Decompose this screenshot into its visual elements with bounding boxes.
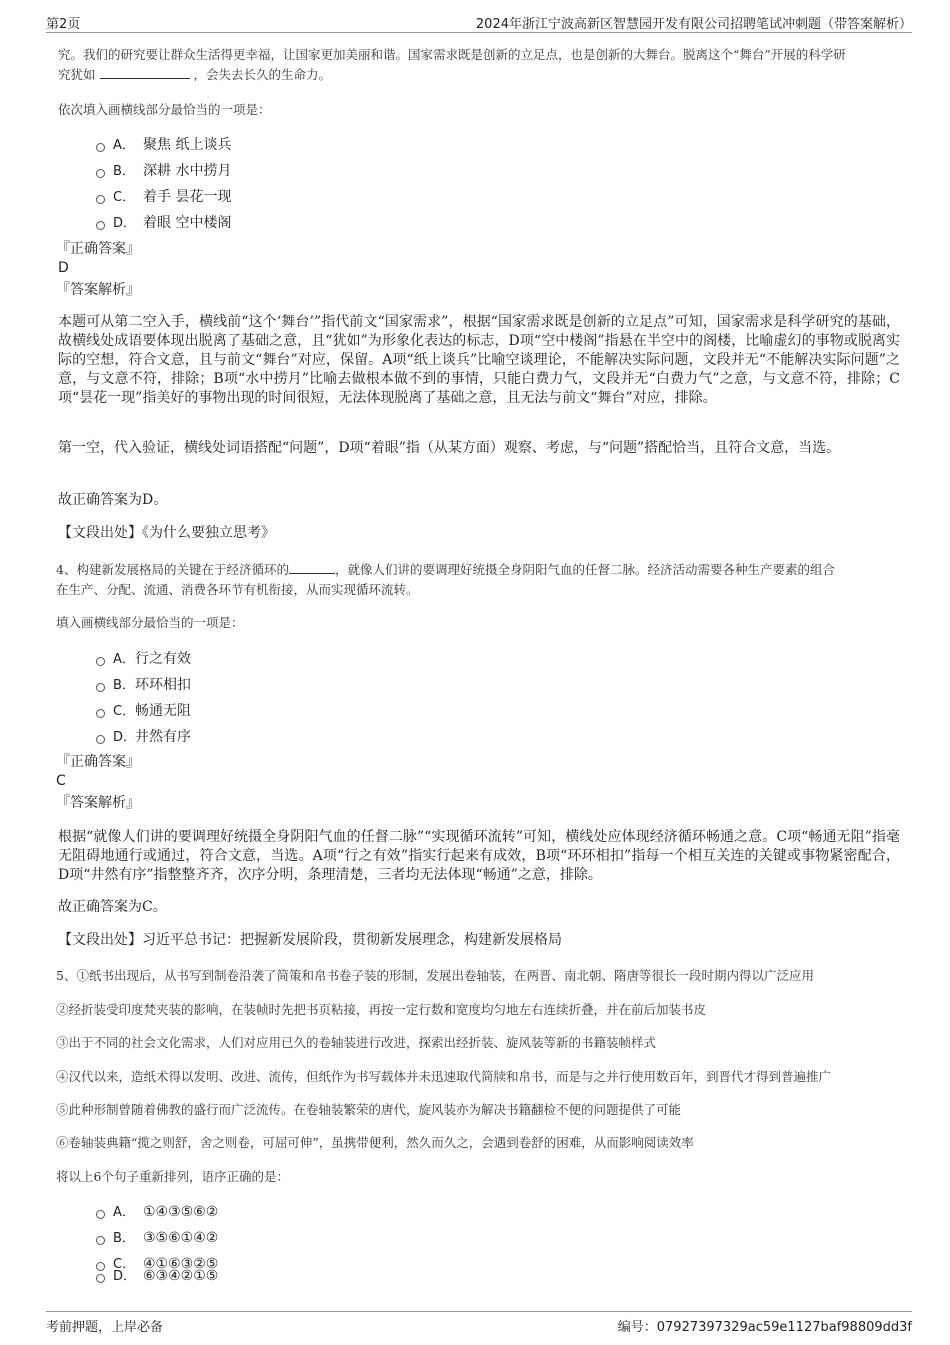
- q3-text-line1: 究。我们的研究要让群众生活得更幸福，让国家更加美丽和谐。国家需求既是创新的立足点，也是创新的大舞台。脱离这个“舞台”开展的科学研: [58, 47, 846, 62]
- q5-prompt: 将以上6个句子重新排列，语序正确的是：: [56, 1169, 289, 1184]
- radio-icon[interactable]: [96, 195, 105, 204]
- q3-blank: [100, 66, 190, 79]
- radio-icon[interactable]: [96, 1236, 105, 1245]
- q3-conclusion: 故正确答案为D。: [58, 492, 168, 508]
- q4-text-line1: 4、构建新发展格局的关键在于经济循环的 ，就像人们讲的要调理好统摄全身阴阳气血的任督二脉。经济活动需要各种生产要素的组合: [56, 562, 835, 577]
- page-header: [46, 10, 912, 33]
- document-code: 编号：07927397329ac59e1127baf98809dd3f: [617, 1320, 912, 1335]
- q3-analysis-label: 『答案解析』: [56, 282, 140, 298]
- q4-prompt: 填入画横线部分最恰当的一项是：: [56, 615, 244, 630]
- q3-answer-label: 『正确答案』: [56, 241, 140, 257]
- q5-option-b[interactable]: B． ③⑤⑥①④②: [96, 1227, 218, 1247]
- q5-option-d[interactable]: D． ⑥③④②①⑤: [96, 1265, 218, 1285]
- q3-text-line2: 究犹如 ，会失去长久的生命力。: [58, 67, 331, 82]
- q4-option-b[interactable]: B．环环相扣: [96, 674, 191, 694]
- document-title: 2024年浙江宁波高新区智慧园开发有限公司招聘笔试冲刺题（带答案解析）: [475, 17, 912, 32]
- radio-icon[interactable]: [96, 657, 105, 666]
- q5-sentence-2: ②经折装受印度梵夹装的影响，在装帧时先把书页粘接，再按一定行数和宽度均匀地左右连续折叠，并在前后加装书皮: [56, 1002, 707, 1017]
- q5-sentence-3: ③出于不同的社会文化需求，人们对应用已久的卷轴装进行改进，探索出经折装、旋风装等新的书籍装帧样式: [56, 1035, 657, 1050]
- q3-option-d[interactable]: D． 着眼 空中楼阁: [96, 212, 231, 232]
- page-number: 第2页: [46, 17, 81, 32]
- radio-icon[interactable]: [96, 1210, 105, 1219]
- q5-sentence-4: ④汉代以来，造纸术得以发明、改进、流传，但纸作为书写载体并未迅速取代简牍和帛书，而是与之并行使用数百年，到晋代才得到普遍推广: [56, 1069, 832, 1084]
- q3-answer: D: [58, 260, 69, 276]
- q4-analysis-paragraph-1: 根据“就像人们讲的要调理好统摄全身阴阳气血的任督二脉”“实现循环流转”可知，横线处应体现经济循环畅通之意。C项“畅通无阻”指毫无阻碍地通行或通过，符合文意，当选。A项“行之有效”指实行起来有成效，B项“环环相扣”指每一个相互关连的关键或事物紧密配合，D项“井然有序”指整整齐齐，次序分明，条理清楚，三者均无法体现“畅通”之意，排除。: [58, 829, 900, 883]
- q4-source: 【文段出处】习近平总书记：把握新发展阶段，贯彻新发展理念，构建新发展格局: [58, 932, 562, 948]
- q5-sentence-1: 5、①纸书出现后，从书写到制卷沿袭了简策和帛书卷子装的形制，发展出卷轴装，在两晋、南北朝、隋唐等很长一段时期内得以广泛应用: [56, 968, 814, 983]
- page-footer: [46, 1311, 912, 1336]
- q5-sentence-6: ⑥卷轴装典籍“揽之则舒，舍之则卷，可屈可伸”，虽携带便利，然久而久之，会遇到卷舒的困难，从而影响阅读效率: [56, 1135, 694, 1150]
- q4-text-line2: 在生产、分配、流通、消费各环节有机衔接，从而实现循环流转。: [56, 582, 419, 597]
- q5-sentence-5: ⑤此种形制曾随着佛教的盛行而广泛流传。在卷轴装繁荣的唐代，旋风装亦为解决书籍翻检不便的问题提供了可能: [56, 1102, 682, 1117]
- footer-slogan: 考前押题，上岸必备: [46, 1320, 164, 1335]
- q4-blank: [289, 561, 335, 574]
- q4-conclusion: 故正确答案为C。: [58, 899, 167, 915]
- q3-option-a[interactable]: A． 聚焦 纸上谈兵: [96, 134, 231, 154]
- q5-option-c[interactable]: C． ④①⑥③②⑤: [96, 1253, 218, 1273]
- q3-text: [58, 46, 908, 83]
- radio-icon[interactable]: [96, 1274, 105, 1283]
- radio-icon[interactable]: [96, 709, 105, 718]
- q3-option-b[interactable]: B． 深耕 水中捞月: [96, 160, 231, 180]
- q4-option-c[interactable]: C．畅通无阻: [96, 700, 191, 720]
- q4-analysis-label: 『答案解析』: [56, 795, 140, 811]
- q3-source: 【文段出处】《为什么要独立思考》: [58, 525, 275, 541]
- radio-icon[interactable]: [96, 143, 105, 152]
- q4-answer: C: [56, 773, 66, 789]
- radio-icon[interactable]: [96, 169, 105, 178]
- q4-option-d[interactable]: D．井然有序: [96, 726, 191, 746]
- q5-option-a[interactable]: A． ①④③⑤⑥②: [96, 1201, 218, 1221]
- q3-option-c[interactable]: C． 着手 昙花一现: [96, 186, 231, 206]
- radio-icon[interactable]: [96, 735, 105, 744]
- q3-prompt: 依次填入画横线部分最恰当的一项是：: [58, 102, 271, 117]
- q4-option-a[interactable]: A．行之有效: [96, 648, 191, 668]
- q4-text: [56, 561, 906, 598]
- q4-answer-label: 『正确答案』: [56, 754, 140, 770]
- q3-analysis-paragraph-2: 第一空，代入验证，横线处词语搭配“问题”，D项“着眼”指（从某方面）观察、考虑，与“问题”搭配恰当，且符合文意，当选。: [58, 440, 841, 456]
- q3-analysis-paragraph-1: 本题可从第二空入手，横线前“这个‘舞台’”指代前文“国家需求”，根据“国家需求既是创新的立足点”可知，国家需求是科学研究的基础，故横线处成语要体现出脱离了基础之意，且“犹如”为形象化表达的标志，D项“空中楼阁”指悬在半空中的阁楼，比喻虚幻的事物或脱离实际的空想，符合文意，且与前文“舞台”对应，保留。A项“纸上谈兵”比喻空谈理论，不能解决实际问题，文段并无“不能解决实际问题”之意，与文意不符，排除；B项“水中捞月”比喻去做根本做不到的事情，只能白费力气，文段并无“白费力气”之意，与文意不符，排除；C项“昙花一现”指美好的事物出现的时间很短，无法体现脱离了基础之意，且无法与前文“舞台”对应，排除。: [58, 314, 900, 406]
- radio-icon[interactable]: [96, 221, 105, 230]
- radio-icon[interactable]: [96, 683, 105, 692]
